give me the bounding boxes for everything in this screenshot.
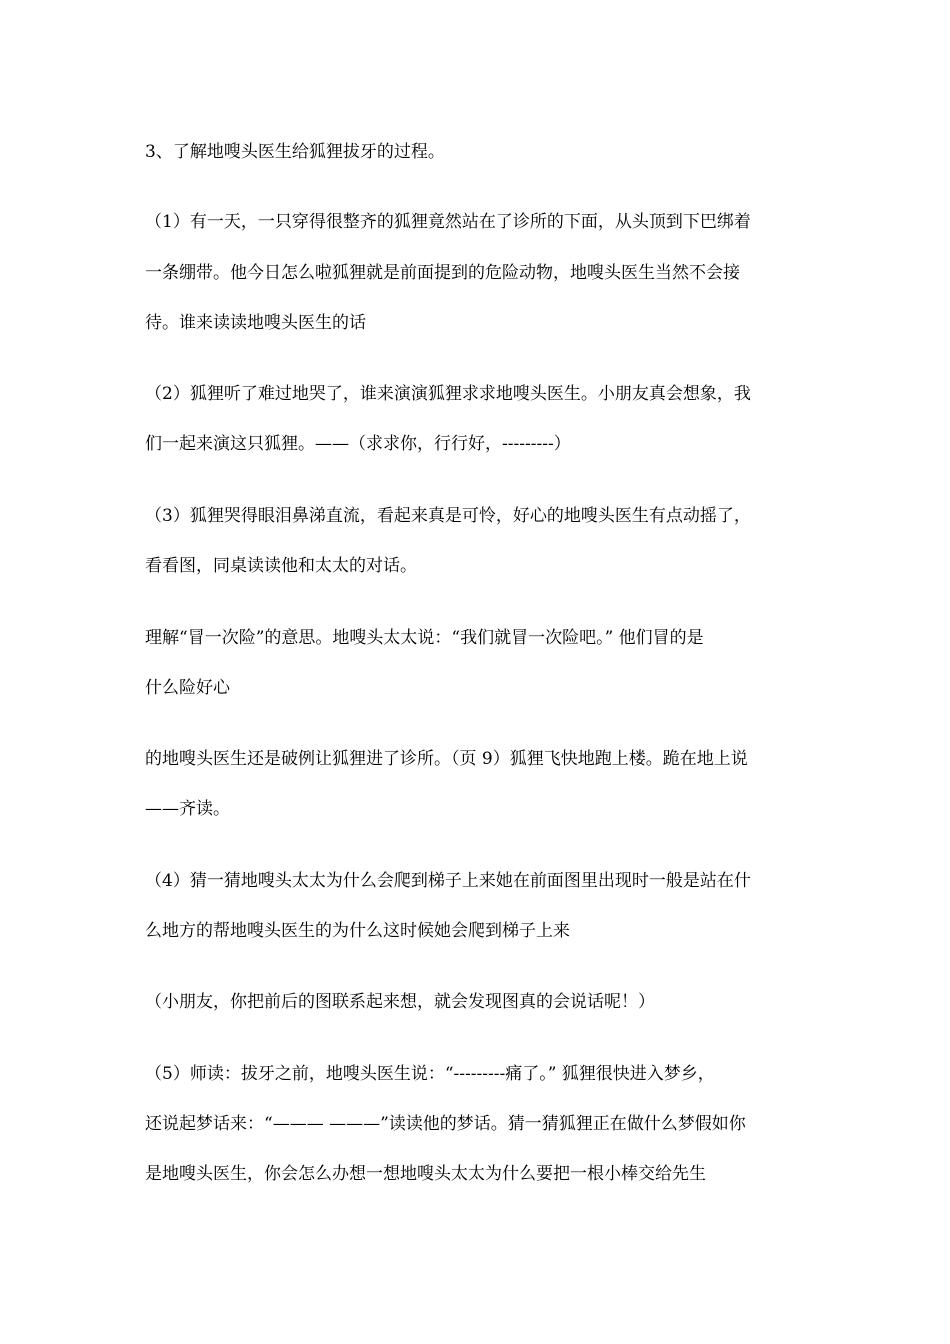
section-heading: 3、了解地嗖头医生给狐狸拔牙的过程。 xyxy=(145,142,445,162)
paragraph-7-line-1: （小朋友，你把前后的图联系起来想，就会发现图真的会说话呢！） xyxy=(145,992,655,1012)
paragraph-1-line-2: 一条绷带。他今日怎么啦狐狸就是前面提到的危险动物，地嗖头医生当然不会接 xyxy=(145,263,740,283)
paragraph-8-line-1: （5）师读：拔牙之前，地嗖头医生说：“---------痛了。” 狐狸很快进入梦乡， xyxy=(145,1064,715,1084)
paragraph-5-line-2: ——齐读。 xyxy=(145,799,230,819)
paragraph-6-line-2: 么地方的帮地嗖头医生的为什么这时候她会爬到梯子上来 xyxy=(145,921,570,941)
paragraph-4-line-2: 什么险好心 xyxy=(145,678,230,698)
paragraph-3-line-1: （3）狐狸哭得眼泪鼻涕直流，看起来真是可怜，好心的地嗖头医生有点动摇了， xyxy=(145,506,751,526)
paragraph-1-line-1: （1）有一天，一只穿得很整齐的狐狸竟然站在了诊所的下面，从头顶到下巴绑着 xyxy=(145,212,751,232)
paragraph-8-line-2: 还说起梦话来：“——— ———”读读他的梦话。猜一猜狐狸正在做什么梦假如你 xyxy=(145,1114,746,1134)
paragraph-4-line-1: 理解“冒一次险”的意思。地嗖头太太说：“我们就冒一次险吧。” 他们冒的是 xyxy=(145,628,704,648)
paragraph-1-line-3: 待。谁来读读地嗖头医生的话 xyxy=(145,313,366,333)
paragraph-6-line-1: （4）猜一猜地嗖头太太为什么会爬到梯子上来她在前面图里出现时一般是站在什 xyxy=(145,871,751,891)
paragraph-5-line-1: 的地嗖头医生还是破例让狐狸进了诊所。（页 9）狐狸飞快地跑上楼。跪在地上说 xyxy=(145,749,748,769)
paragraph-3-line-2: 看看图，同桌读读他和太太的对话。 xyxy=(145,556,417,576)
paragraph-2-line-2: 们一起来演这只狐狸。——（求求你，行行好，---------） xyxy=(145,434,571,454)
paragraph-8-line-3: 是地嗖头医生，你会怎么办想一想地嗖头太太为什么要把一根小棒交给先生 xyxy=(145,1164,706,1184)
paragraph-2-line-1: （2）狐狸听了难过地哭了，谁来演演狐狸求求地嗖头医生。小朋友真会想象，我 xyxy=(145,384,751,404)
